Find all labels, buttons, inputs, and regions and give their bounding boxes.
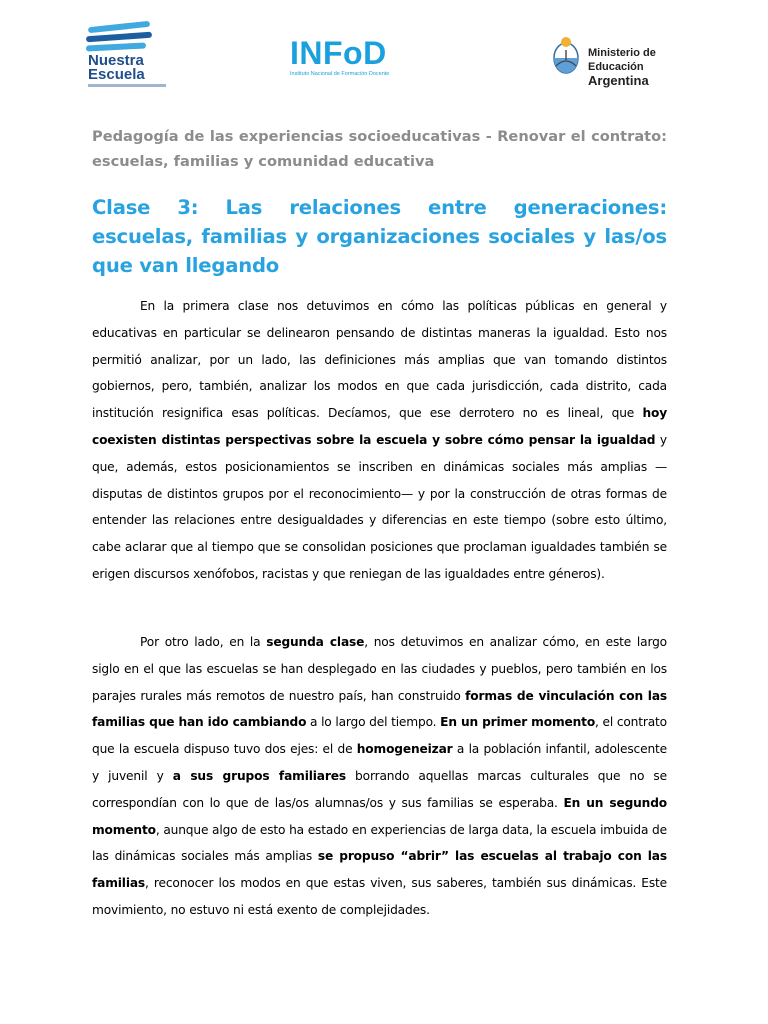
- infod-wordmark: INFoD: [290, 35, 387, 71]
- text-run: Por otro lado, en la: [140, 635, 267, 649]
- nuestra-escuela-logo: [80, 20, 170, 92]
- ministerio-logo: [550, 36, 700, 88]
- course-title: Pedagogía de las experiencias socioeducativas - Renovar el contrato: escuelas, familias y comunidad educativa: [92, 128, 667, 170]
- logo-stripe: [88, 21, 150, 33]
- logo-tagline: [88, 84, 166, 87]
- text-run: En la primera clase nos detuvimos en cómo las políticas públicas en general y educativas en particular se delinearon pensando de distintas maneras la igualdad. Esto nos permitió analizar, por un lado, las definiciones más amplias que van tomando distintos gobiernos, pero, también, analizar los modos en que cada jurisdicción, cada distrito, cada institución resignifica esas políticas. Decíamos, que ese derrotero no es lineal, que: [92, 299, 667, 421]
- ministerio-line2: Argentina: [588, 73, 649, 88]
- ministerio-text: [588, 46, 700, 88]
- bold-text-run: En un segundo momento: [92, 795, 667, 837]
- logo-name-line1: Nuestra: [88, 52, 144, 69]
- logo-name-line2: Escuela: [88, 66, 145, 83]
- infod-logo: [290, 36, 420, 86]
- bold-text-run: hoy coexisten distintas perspectivas sobre la escuela y sobre cómo pensar la igualdad: [92, 406, 667, 447]
- bold-text-run: formas de vinculación con las familias que han ido cambiando: [92, 688, 668, 730]
- text-run: borrando aquellas marcas culturales que no se correspondían con lo que de las/os alumnas/os y sus familias se esperaba.: [92, 768, 667, 810]
- bold-text-run: segunda clase: [266, 635, 365, 649]
- text-run: , nos detuvimos en analizar cómo, en este largo siglo en el que las escuelas se han desplegado en las ciudades y pueblos, pero también en los parajes rurales más remotos de nuestro país, han construido: [92, 635, 667, 703]
- coat-of-arms-icon: [550, 36, 582, 76]
- body-paragraph-2: [92, 629, 667, 924]
- logo-stripe: [86, 32, 152, 43]
- text-run: , aunque algo de esto ha estado en experiencias de larga data, la escuela imbuida de las dinámicas sociales más amplias: [92, 822, 667, 864]
- ministerio-line1: Ministerio de Educación: [588, 47, 656, 73]
- logo-stripe: [86, 42, 146, 51]
- bold-text-run: se propuso “abrir” las escuelas al trabajo con las familias: [92, 849, 667, 891]
- infod-subtitle: Instituto Nacional de Formación Docente: [290, 71, 390, 77]
- logo-name: [88, 54, 145, 82]
- bold-text-run: homogeneizar: [356, 742, 453, 757]
- class-title: Clase 3: Las relaciones entre generaciones: escuelas, familias y organizaciones sociales y las/os que van llegando: [92, 196, 667, 277]
- bold-text-run: En un primer momento: [440, 715, 596, 730]
- bold-text-run: a sus grupos familiares: [172, 768, 346, 783]
- body-paragraph-1: [92, 293, 667, 588]
- text-run: , el contrato que la escuela dispuso tuvo dos ejes: el de: [92, 715, 667, 757]
- text-run: a la población infantil, adolescente y juvenil y: [92, 742, 667, 783]
- text-run: a lo largo del tiempo.: [306, 715, 441, 730]
- text-run: , reconocer los modos en que estas viven, sus saberes, también sus dinámicas. Este movimiento, no estuvo ni está exento de complejidades.: [92, 876, 667, 917]
- text-run: y que, además, estos posicionamientos se inscriben en dinámicas sociales más amplias —disputas de distintos grupos por el reconocimiento— y por la construcción de otras formas de entender las relaciones entre desigualdades y diferencias en este tiempo (sobre esto último, cabe aclarar que al tiempo que se consolidan posiciones que proclaman igualdades también se erigen discursos xenófobos, racistas y que reniegan de las igualdades entre géneros).: [92, 432, 667, 581]
